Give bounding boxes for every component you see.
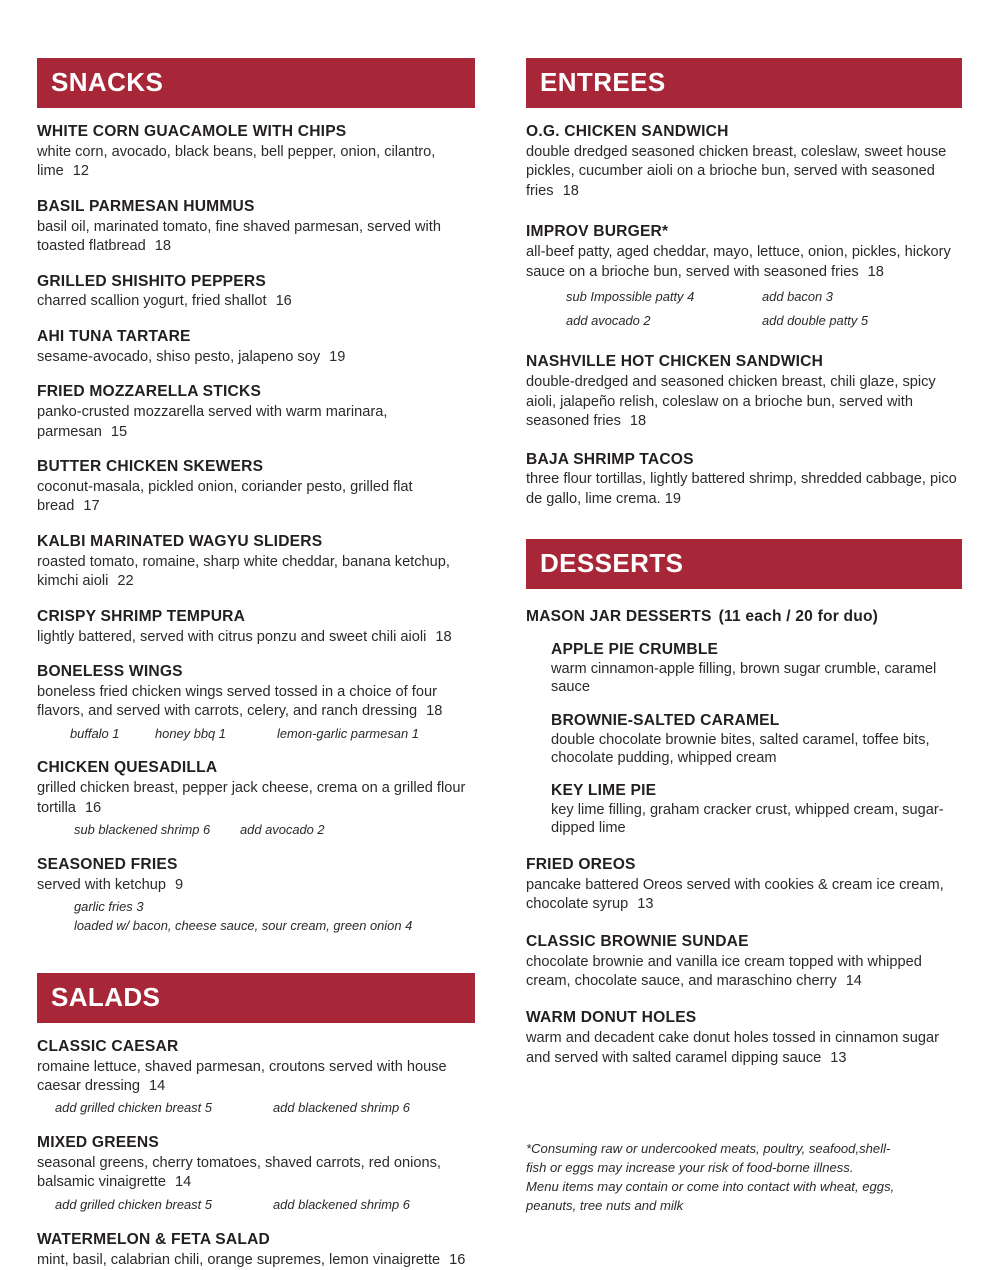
item-title: BROWNIE-SALTED CARAMEL: [551, 711, 780, 729]
item-price: 14: [174, 1174, 192, 1191]
section-body-salads: [37, 1023, 475, 1270]
item-title: WATERMELON & FETA SALAD: [37, 1230, 270, 1248]
item-description: [37, 553, 475, 592]
allergen-disclaimer: [526, 1140, 962, 1216]
item-desc-text: charred scallion yogurt, fried shallot: [37, 293, 267, 310]
item-title: IMPROV BURGER*: [526, 223, 669, 241]
item-price: 15: [110, 423, 128, 440]
item-description: [37, 1154, 475, 1193]
mason-jar-heading: [526, 608, 962, 626]
salad-addon-chicken: add grilled chicken breast 5: [55, 1196, 212, 1212]
item-price: 14: [845, 973, 862, 990]
subs-row: [37, 1196, 475, 1215]
wings-flavor-options: [37, 725, 475, 744]
item-price: 14: [149, 1077, 166, 1094]
menu-item: [526, 1008, 962, 1068]
wings-option-lemon-garlic: lemon-garlic parmesan 1: [277, 725, 419, 741]
item-title: BONELESS WINGS: [37, 662, 183, 680]
item-description: [37, 403, 475, 442]
item-description: [37, 348, 475, 367]
item-title: FRIED MOZZARELLA STICKS: [37, 383, 262, 401]
item-desc-text: pancake battered Oreos served with cookies & cream ice cream, chocolate syrup: [526, 876, 944, 913]
salad-addon-chicken: add grilled chicken breast 5: [55, 1100, 212, 1116]
item-description: [37, 683, 475, 722]
subs-row: [37, 821, 475, 840]
subs-row: [526, 312, 962, 331]
disclaimer-line: peanuts, tree nuts and milk: [526, 1198, 684, 1214]
item-desc-text: sesame-avocado, shiso pesto, jalapeno soy: [37, 348, 321, 365]
item-description: [526, 373, 962, 431]
item-title: CLASSIC CAESAR: [37, 1037, 179, 1055]
fries-option-loaded: loaded w/ bacon, cheese sauce, sour cream, green onion 4: [74, 917, 413, 933]
item-desc-text: grilled chicken breast, pepper jack cheese, crema on a grilled flour tortilla: [37, 780, 466, 816]
menu-item: [551, 640, 962, 697]
menu-item: [551, 781, 962, 838]
item-price: 12: [72, 163, 89, 180]
item-title: BUTTER CHICKEN SKEWERS: [37, 458, 264, 476]
menu-item: [37, 382, 475, 442]
item-description: [37, 478, 475, 517]
item-desc-text: coconut-masala, pickled onion, coriander pesto, grilled flat bread: [37, 478, 413, 515]
section-body-desserts: [526, 589, 962, 1068]
item-title: WHITE CORN GUACAMOLE WITH CHIPS: [37, 123, 347, 140]
item-description: [37, 628, 475, 647]
item-desc-text: three flour tortillas, lightly battered shrimp, shredded cabbage, pico de gallo, lime crema. 19: [526, 471, 957, 507]
menu-item: [37, 607, 475, 647]
left-column: [37, 58, 475, 1270]
wings-option-buffalo: buffalo 1: [70, 725, 120, 741]
item-desc-text: double dredged seasoned chicken breast, coleslaw, sweet house pickles, cucumber aioli on a brioche bun, served with seasoned fries: [526, 143, 947, 199]
item-price: 22: [117, 573, 134, 590]
menu-item: [37, 1037, 475, 1118]
item-description: [37, 779, 475, 818]
right-column: [526, 58, 962, 1216]
item-description: warm cinnamon-apple filling, brown sugar crumble, caramel sauce: [551, 661, 937, 696]
item-title: KALBI MARINATED WAGYU SLIDERS: [37, 532, 323, 550]
item-price: 19: [329, 348, 346, 365]
menu-item: [37, 457, 475, 517]
menu-columns: [37, 58, 962, 1270]
item-title: NASHVILLE HOT CHICKEN SANDWICH: [526, 353, 824, 371]
item-description: key lime filling, graham cracker crust, whipped cream, sugar-dipped lime: [551, 802, 944, 837]
item-price: 16: [449, 1251, 466, 1268]
menu-item: [526, 450, 962, 510]
item-description: [37, 1251, 475, 1270]
item-price: 18: [435, 628, 452, 645]
menu-item: [37, 1230, 475, 1270]
item-desc-text: warm and decadent cake donut holes tossed in cinnamon sugar and served with salted caramel dipping sauce: [526, 1030, 939, 1066]
item-title: O.G. CHICKEN SANDWICH: [526, 123, 729, 140]
item-description: [526, 470, 962, 509]
item-desc-text: seasonal greens, cherry tomatoes, shaved carrots, red onions, balsamic vinaigrette: [37, 1155, 441, 1191]
item-description: [526, 1029, 962, 1068]
item-title: BASIL PARMESAN HUMMUS: [37, 197, 255, 215]
subs-row: [526, 288, 962, 307]
salad-addon-shrimp: add blackened shrimp 6: [273, 1100, 410, 1116]
item-desc-text: basil oil, marinated tomato, fine shaved parmesan, served with toasted flatbread: [37, 218, 441, 255]
quesadilla-option-shrimp: sub blackened shrimp 6: [74, 822, 211, 838]
salad-addon-shrimp: add blackened shrimp 6: [273, 1196, 410, 1212]
item-price: [681, 491, 690, 507]
item-title: BAJA SHRIMP TACOS: [526, 450, 694, 468]
section-body-entrees: [526, 108, 962, 509]
salad-addons: [37, 1196, 475, 1215]
item-description: [37, 143, 475, 182]
item-title: FRIED OREOS: [526, 855, 636, 873]
menu-item: [526, 122, 962, 201]
item-desc-text: romaine lettuce, shaved parmesan, croutons served with house caesar dressing: [37, 1058, 447, 1094]
item-description: [526, 953, 962, 992]
item-title: WARM DONUT HOLES: [526, 1009, 697, 1027]
quesadilla-option-avocado: add avocado 2: [240, 822, 325, 838]
burger-option-double-patty: add double patty 5: [762, 312, 869, 328]
item-description: [37, 876, 475, 895]
item-price: 16: [275, 293, 292, 310]
menu-item: [37, 197, 475, 257]
menu-item: [37, 327, 475, 367]
section-header-salads: SALADS: [37, 973, 475, 1023]
item-price: 18: [867, 263, 884, 280]
item-description: double chocolate brownie bites, salted caramel, toffee bits, chocolate pudding, whipped cream: [551, 731, 930, 766]
subs-row: [37, 898, 475, 917]
item-description: [526, 243, 962, 282]
menu-item: [37, 855, 475, 936]
disclaimer-line: *Consuming raw or undercooked meats, poultry, seafood,shell-: [526, 1141, 891, 1157]
item-desc-text: roasted tomato, romaine, sharp white cheddar, banana ketchup, kimchi aioli: [37, 553, 450, 590]
menu-item: [526, 222, 962, 330]
item-price: 13: [637, 896, 654, 913]
menu-item: [526, 932, 962, 992]
quesadilla-options: [37, 821, 475, 840]
item-price: 18: [426, 703, 443, 720]
disclaimer-line: fish or eggs may increase your risk of food-borne illness.: [526, 1160, 854, 1176]
section-header-snacks: SNACKS: [37, 58, 475, 108]
item-desc-text: double-dredged and seasoned chicken breast, chili glaze, spicy aioli, jalapeño relish, coleslaw on a brioche bun, served with seasoned fries: [526, 374, 936, 430]
section-body-snacks: [37, 108, 475, 936]
item-title: KEY LIME PIE: [551, 782, 657, 800]
burger-option-impossible: sub Impossible patty 4: [566, 288, 695, 304]
menu-item: [37, 122, 475, 182]
item-desc-text: panko-crusted mozzarella served with warm marinara, parmesan: [37, 404, 388, 440]
burger-option-bacon: add bacon 3: [762, 288, 833, 304]
item-title: CLASSIC BROWNIE SUNDAE: [526, 932, 749, 950]
menu-item: [37, 532, 475, 592]
item-title: GRILLED SHISHITO PEPPERS: [37, 272, 266, 290]
item-price: 18: [562, 182, 579, 199]
subs-row: [37, 1099, 475, 1118]
item-description: [37, 1058, 475, 1097]
item-desc-text: boneless fried chicken wings served tossed in a choice of four flavors, and served with carrots, celery, and ranch dressing: [37, 683, 437, 720]
menu-item: [37, 1133, 475, 1214]
item-desc-text: mint, basil, calabrian chili, orange supremes, lemon vinaigrette: [37, 1251, 441, 1268]
item-description: [526, 876, 962, 915]
item-desc-text: all-beef patty, aged cheddar, mayo, lettuce, onion, pickles, hickory sauce on a brioche bun, served with seasoned fries: [526, 244, 951, 280]
burger-option-avocado: add avocado 2: [566, 312, 651, 328]
burger-options: [526, 288, 962, 330]
item-price: 17: [83, 498, 100, 515]
section-header-entrees: ENTREES: [526, 58, 962, 108]
subs-row: [37, 725, 475, 744]
item-price: 13: [830, 1049, 847, 1066]
item-desc-text: chocolate brownie and vanilla ice cream topped with whipped cream, chocolate sauce, and maraschino cherry: [526, 953, 922, 990]
menu-item: [37, 662, 475, 743]
item-title: APPLE PIE CRUMBLE: [551, 641, 719, 659]
menu-item: [526, 855, 962, 915]
item-description: [526, 143, 962, 201]
menu-item: [551, 711, 962, 768]
item-title: CRISPY SHRIMP TEMPURA: [37, 607, 246, 625]
item-price: 9: [174, 876, 184, 893]
wings-option-honey-bbq: honey bbq 1: [155, 725, 226, 741]
subs-row: [37, 917, 475, 936]
menu-item: [526, 352, 962, 431]
item-title: MIXED GREENS: [37, 1134, 159, 1152]
item-desc-text: lightly battered, served with citrus ponzu and sweet chili aioli: [37, 628, 427, 645]
mason-jar-items: [526, 640, 962, 838]
section-header-desserts: DESSERTS: [526, 539, 962, 589]
item-title: AHI TUNA TARTARE: [37, 327, 191, 345]
item-title: CHICKEN QUESADILLA: [37, 759, 218, 777]
item-description: [37, 218, 475, 257]
menu-item: [37, 758, 475, 839]
disclaimer-line: Menu items may contain or come into contact with wheat, eggs,: [526, 1179, 895, 1195]
item-price: 18: [154, 238, 171, 255]
salad-addons: [37, 1099, 475, 1118]
item-desc-text: served with ketchup: [37, 876, 166, 893]
fries-options: [37, 898, 475, 935]
menu-item: [37, 272, 475, 312]
item-price: 16: [84, 799, 102, 816]
fries-option-garlic: garlic fries 3: [74, 899, 144, 915]
mason-jar-note: (11 each / 20 for duo): [718, 608, 879, 626]
mason-jar-title: MASON JAR DESSERTS: [526, 608, 712, 626]
item-description: [37, 292, 475, 311]
item-desc-text: white corn, avocado, black beans, bell pepper, onion, cilantro, lime: [37, 143, 436, 180]
item-title: SEASONED FRIES: [37, 855, 178, 873]
item-price: 18: [629, 413, 647, 430]
